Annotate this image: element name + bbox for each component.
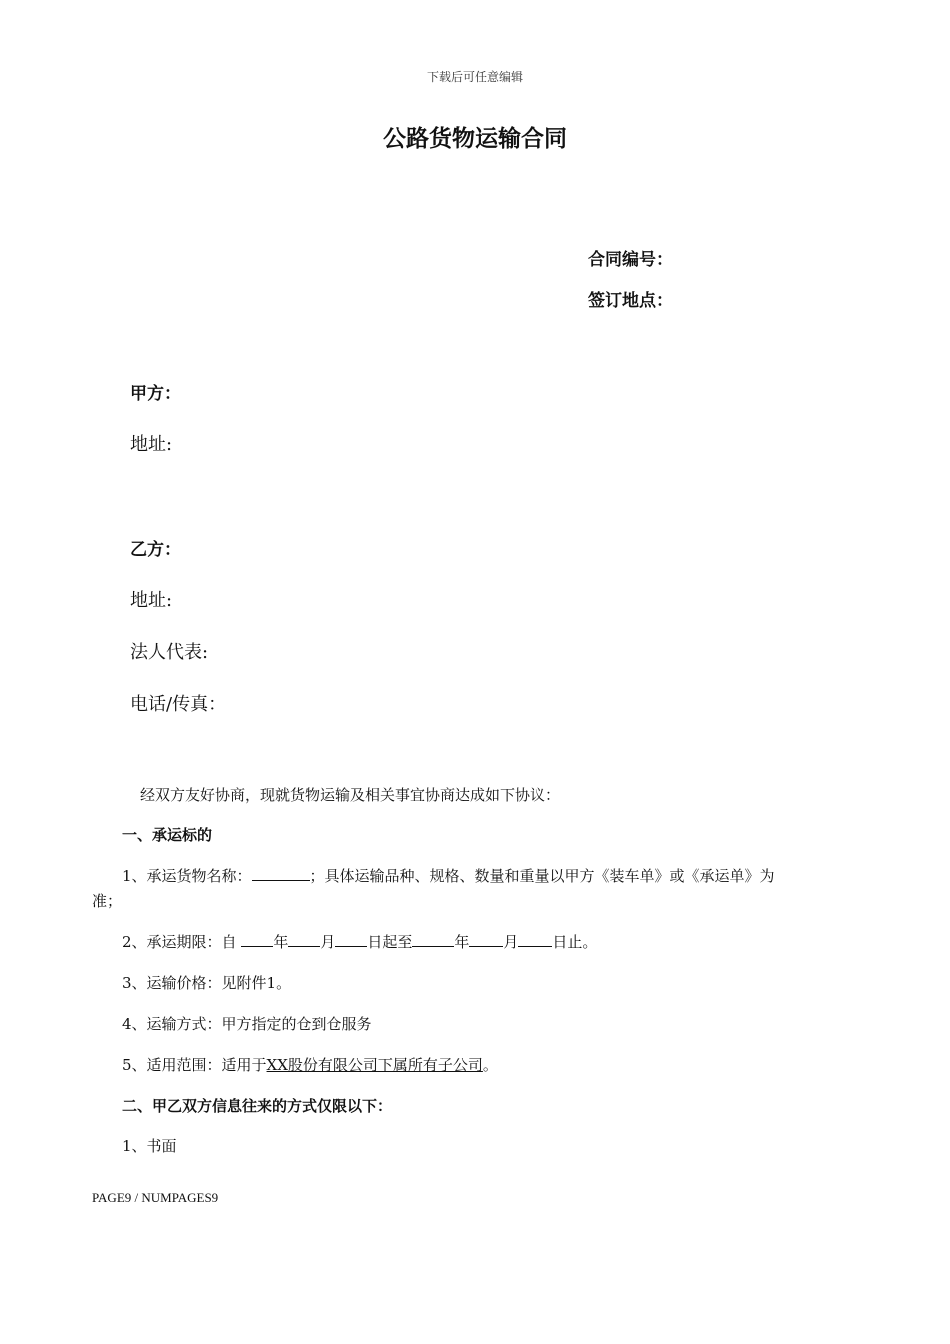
- item-1-prefix: 1、承运货物名称：: [122, 867, 252, 885]
- page-footer: PAGE9 / NUMPAGES9: [92, 1190, 219, 1205]
- party-b-phone-fax-label: 电话/传真：: [130, 694, 227, 715]
- end-year-blank: [412, 932, 454, 947]
- party-b-label: 乙方：: [130, 540, 181, 560]
- header-note: 下载后可任意编辑: [426, 70, 523, 84]
- year-2: 年: [454, 933, 470, 951]
- item-1-suffix: ；具体运输品种、规格、数量和重量以甲方《装车单》或《承运单》为: [309, 867, 775, 885]
- section-2-heading: 二、甲乙双方信息往来的方式仅限以下：: [122, 1097, 393, 1115]
- party-a-label: 甲方：: [130, 384, 181, 404]
- start-month-blank: [288, 932, 320, 947]
- day-1: 日起至: [367, 933, 413, 951]
- start-day-blank: [335, 932, 367, 947]
- intro-paragraph: 经双方友好协商，现就货物运输及相关事宜协商达成如下协议：: [140, 786, 561, 804]
- signing-place-label: 签订地点：: [588, 291, 673, 311]
- month-1: 月: [320, 933, 336, 951]
- party-a-address-label: 地址:: [130, 434, 173, 455]
- section-1-item-1-wrap: 准；: [92, 892, 123, 910]
- start-year-blank: [241, 932, 273, 947]
- day-2: 日止。: [552, 933, 598, 951]
- document-title: 公路货物运输合同: [383, 126, 567, 152]
- party-b-address-label: 地址:: [130, 590, 173, 611]
- section-1-item-5: [122, 1054, 498, 1075]
- party-b-legal-rep-label: 法人代表:: [130, 642, 209, 663]
- contract-number-label: 合同编号：: [588, 250, 673, 270]
- month-2: 月: [503, 933, 519, 951]
- section-1-item-1: [122, 865, 775, 886]
- section-2-item-1: 1、书面: [122, 1137, 177, 1155]
- end-day-blank: [518, 932, 552, 947]
- year-1: 年: [273, 933, 289, 951]
- item-5-suffix: 。: [482, 1056, 498, 1074]
- section-1-item-3: 3、运输价格：见附件1。: [122, 974, 292, 992]
- section-1-item-2: [122, 931, 597, 952]
- section-1-heading: 一、承运标的: [122, 826, 213, 844]
- item-5-prefix: 5、适用范围：适用于: [122, 1056, 267, 1074]
- cargo-name-blank: [252, 866, 310, 881]
- section-1-item-4: 4、运输方式：甲方指定的仓到仓服务: [122, 1015, 372, 1033]
- scope-company: XX股份有限公司下属所有子公司: [266, 1056, 483, 1074]
- item-2-prefix: 2、承运期限：自: [122, 933, 237, 951]
- end-month-blank: [469, 932, 503, 947]
